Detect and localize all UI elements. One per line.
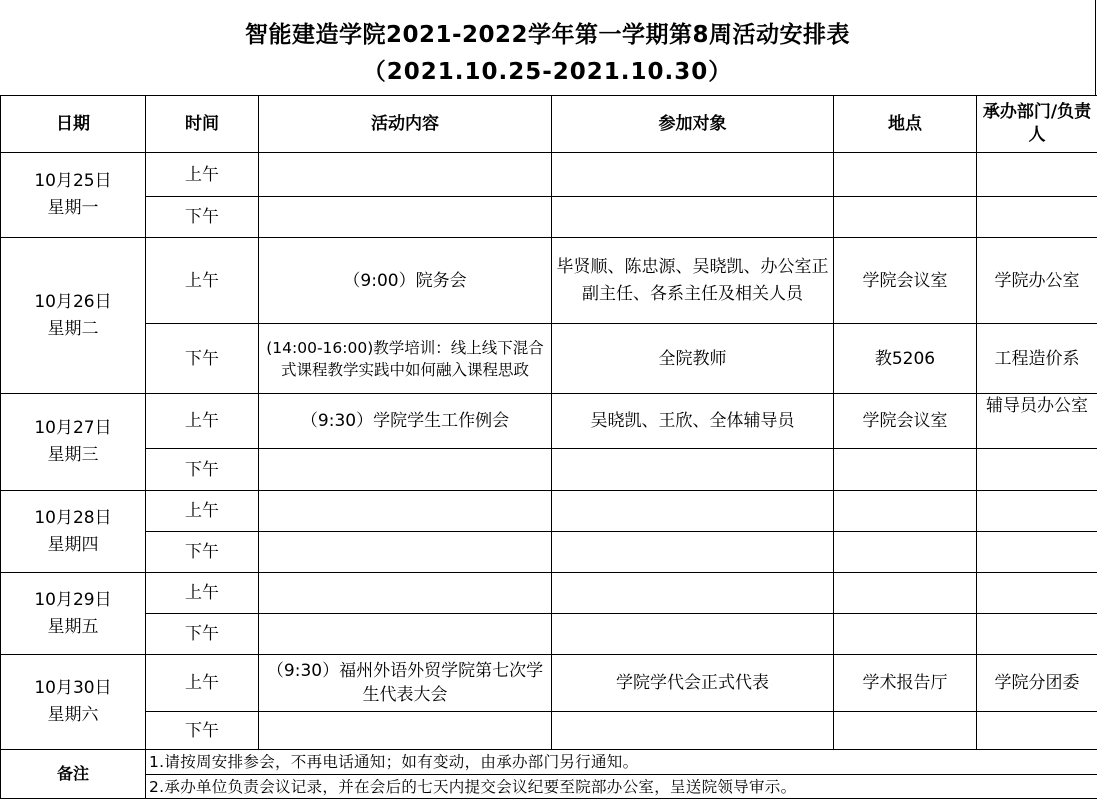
header-date: 日期 [1, 96, 146, 153]
content-cell [259, 532, 552, 573]
organizer-cell [977, 573, 1097, 614]
participants-cell [552, 491, 834, 532]
participants-cell [552, 449, 834, 491]
date-cell [1, 394, 146, 491]
date-text: 10月25日 [34, 171, 112, 191]
page-subtitle-date-range: （2021.10.25-2021.10.30） [362, 59, 733, 85]
content-cell: (14:00-16:00)教学培训：线上线下混合式课程教学实践中如何融入课程思政 [259, 324, 552, 394]
table-row [1, 532, 1097, 573]
location-cell: 学院会议室 [834, 238, 977, 324]
content-cell: （9:30）福州外语外贸学院第七次学生代表大会 [259, 655, 552, 712]
date-text: 10月27日 [34, 418, 112, 438]
participants-cell [552, 197, 834, 238]
time-cell: 上午 [146, 153, 259, 197]
time-cell: 上午 [146, 491, 259, 532]
header-row [1, 96, 1097, 153]
date-cell [1, 655, 146, 750]
participants-cell [552, 712, 834, 750]
schedule-table [0, 95, 1097, 799]
notes-label: 备注 [1, 750, 146, 799]
table-row [1, 324, 1097, 394]
location-cell [834, 449, 977, 491]
content-cell [259, 197, 552, 238]
header-content: 活动内容 [259, 96, 552, 153]
date-cell [1, 153, 146, 238]
date-cell [1, 573, 146, 655]
date-text: 10月29日 [34, 589, 112, 610]
time-cell: 上午 [146, 394, 259, 449]
participants-cell [552, 153, 834, 197]
time-cell: 下午 [146, 324, 259, 394]
time-cell: 下午 [146, 197, 259, 238]
location-cell: 学院会议室 [834, 394, 977, 449]
weekday-text: 星期五 [47, 616, 99, 637]
organizer-cell: 辅导员办公室 [977, 394, 1097, 449]
time-cell: 上午 [146, 655, 259, 712]
notes-row [1, 750, 1097, 775]
participants-cell: 吴晓凯、王欣、全体辅导员 [552, 394, 834, 449]
organizer-cell [977, 532, 1097, 573]
table-row [1, 712, 1097, 750]
location-cell: 学术报告厅 [834, 655, 977, 712]
participants-cell [552, 532, 834, 573]
time-cell: 下午 [146, 449, 259, 491]
note-item: 1.请按周安排参会，不再电话通知；如有变动，由承办部门另行通知。 [146, 750, 1097, 775]
organizer-cell: 工程造价系 [977, 324, 1097, 394]
table-row [1, 614, 1097, 655]
table-row [1, 197, 1097, 238]
title-block [0, 0, 1096, 95]
location-cell [834, 532, 977, 573]
location-cell [834, 491, 977, 532]
table-row [1, 491, 1097, 532]
page-title: 智能建造学院2021-2022学年第一学期第8周活动安排表 [244, 22, 851, 48]
notes-row [1, 775, 1097, 799]
weekday-text: 星期六 [47, 705, 99, 725]
table-row [1, 449, 1097, 491]
location-cell [834, 614, 977, 655]
location-cell [834, 153, 977, 197]
header-time: 时间 [146, 96, 259, 153]
location-cell [834, 573, 977, 614]
time-cell: 下午 [146, 532, 259, 573]
organizer-cell [977, 449, 1097, 491]
participants-cell: 学院学代会正式代表 [552, 655, 834, 712]
date-cell [1, 238, 146, 394]
table-row [1, 394, 1097, 449]
time-cell: 上午 [146, 238, 259, 324]
content-cell [259, 491, 552, 532]
header-organizer: 承办部门/负责人 [977, 96, 1097, 153]
date-text: 10月28日 [34, 507, 112, 528]
header-participants: 参加对象 [552, 96, 834, 153]
date-text: 10月30日 [34, 678, 112, 698]
content-cell [259, 153, 552, 197]
content-cell [259, 573, 552, 614]
participants-cell [552, 614, 834, 655]
date-text: 10月26日 [34, 291, 112, 312]
content-cell: （9:30）学院学生工作例会 [259, 394, 552, 449]
location-cell [834, 197, 977, 238]
participants-cell: 毕贤顺、陈忠源、吴晓凯、办公室正副主任、各系主任及相关人员 [552, 238, 834, 324]
organizer-cell [977, 197, 1097, 238]
organizer-cell [977, 712, 1097, 750]
weekday-text: 星期二 [47, 318, 99, 339]
weekday-text: 星期一 [47, 198, 99, 218]
organizer-cell: 学院办公室 [977, 238, 1097, 324]
content-cell: （9:00）院务会 [259, 238, 552, 324]
location-cell [834, 712, 977, 750]
location-cell: 教5206 [834, 324, 977, 394]
organizer-cell [977, 614, 1097, 655]
content-cell [259, 614, 552, 655]
table-row [1, 655, 1097, 712]
participants-cell: 全院教师 [552, 324, 834, 394]
organizer-cell [977, 491, 1097, 532]
note-item: 2.承办单位负责会议记录，并在会后的七天内提交会议纪要至院部办公室，呈送院领导审示。 [146, 775, 1097, 799]
participants-cell [552, 573, 834, 614]
content-cell [259, 449, 552, 491]
time-cell: 上午 [146, 573, 259, 614]
time-cell: 下午 [146, 712, 259, 750]
table-row [1, 238, 1097, 324]
organizer-cell: 学院分团委 [977, 655, 1097, 712]
table-row [1, 153, 1097, 197]
header-location: 地点 [834, 96, 977, 153]
weekday-text: 星期四 [47, 534, 99, 555]
weekday-text: 星期三 [47, 445, 99, 465]
date-cell [1, 491, 146, 573]
organizer-cell [977, 153, 1097, 197]
time-cell: 下午 [146, 614, 259, 655]
table-row [1, 573, 1097, 614]
content-cell [259, 712, 552, 750]
